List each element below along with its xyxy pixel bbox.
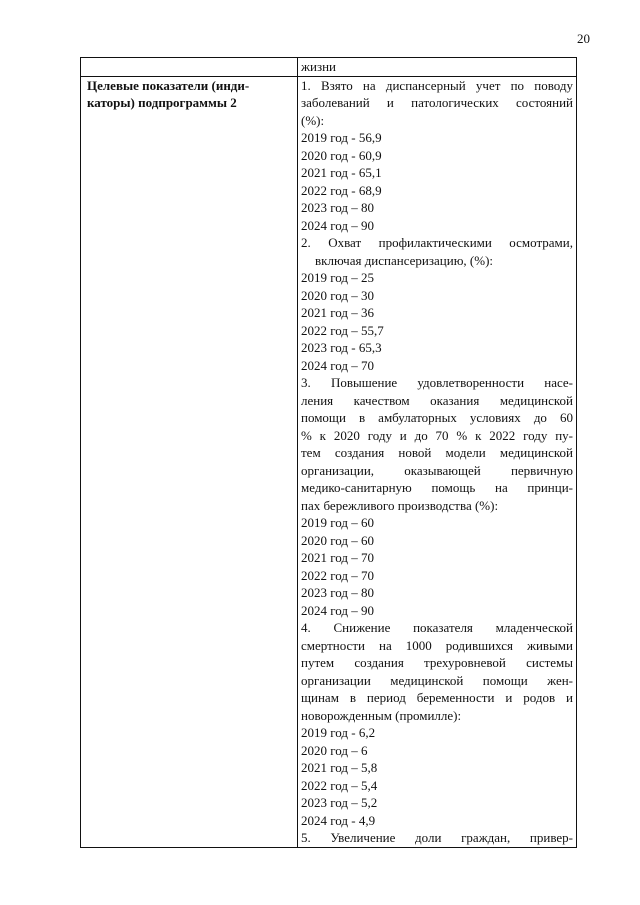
year-value: 2023 год – 80 [301, 585, 374, 600]
indicator-text-line: % к 2020 году и до 70 % к 2022 году пу- [301, 427, 573, 443]
year-value: 2022 год - 68,9 [301, 182, 382, 198]
label-line: каторы) подпрограммы 2 [87, 95, 237, 110]
indicator-text-line: 1. Взято на диспансерный учет по поводу [301, 77, 573, 93]
top-left-cell [81, 58, 298, 77]
year-value: 2021 год – 5,8 [301, 760, 378, 775]
year-value: 2023 год – 80 [301, 200, 374, 215]
year-value: 2023 год - 65,3 [301, 340, 382, 355]
indicator-text-line: медико-санитарную помощь на принци- [301, 480, 573, 495]
page-number: 20 [577, 31, 590, 46]
indicator-text-line: смертности на 1000 родившихся живыми [301, 637, 573, 653]
year-value: 2021 год - 65,1 [301, 165, 382, 180]
year-value: 2020 год – 30 [301, 287, 374, 303]
indicator-text-line: организации, оказывающей первичную [301, 462, 573, 478]
year-value: 2020 год – 6 [301, 742, 368, 758]
indicator-text-line: 4. Снижение показателя младенческой [301, 620, 573, 635]
indicator-4 [301, 619, 573, 829]
year-value: 2022 год – 70 [301, 567, 374, 583]
indicators-content-cell [298, 76, 577, 847]
indicator-text-line: 2. Охват профилактическими осмотрами, [301, 235, 573, 250]
year-value: 2022 год – 5,4 [301, 777, 378, 793]
indicator-text-line: щинам в период беременности и родов и [301, 690, 573, 705]
indicator-1 [301, 77, 573, 235]
year-value: 2022 год – 55,7 [301, 322, 384, 338]
indicator-text-line: (%): [301, 112, 325, 128]
year-value: 2023 год – 5,2 [301, 795, 378, 810]
indicators-label-cell [81, 76, 298, 847]
program-table [80, 57, 577, 848]
indicator-text-line: 3. Повышение удовлетворенности насе- [301, 375, 573, 390]
indicator-text-line: организации медицинской помощи жен- [301, 672, 573, 688]
year-value: 2024 год – 90 [301, 602, 374, 618]
year-value: 2020 год - 60,9 [301, 147, 382, 163]
top-right-cell: жизни [298, 58, 577, 77]
year-value: 2021 год – 70 [301, 550, 374, 565]
year-value: 2019 год – 25 [301, 270, 374, 285]
indicator-3 [301, 374, 573, 619]
year-value: 2024 год – 70 [301, 357, 374, 373]
indicator-text-line: помощи в амбулаторных условиях до 60 [301, 410, 573, 425]
label-line: Целевые показатели (инди- [87, 77, 250, 93]
year-value: 2019 год - 6,2 [301, 725, 376, 740]
table-row-indicators [81, 76, 577, 847]
table-row-continuation [81, 58, 577, 77]
indicator-text-line: тем создания новой модели медицинской [301, 445, 573, 460]
year-value: 2019 год - 56,9 [301, 130, 382, 145]
year-value: 2024 год – 90 [301, 217, 374, 233]
indicator-5 [301, 829, 573, 847]
year-value: 2021 год – 36 [301, 305, 374, 320]
indicator-text-line: путем создания трехуровневой системы [301, 655, 573, 670]
indicator-text-line: заболеваний и патологических состояний [301, 95, 573, 110]
year-value: 2020 год – 60 [301, 532, 374, 548]
year-value: 2024 год - 4,9 [301, 812, 376, 828]
indicator-text-line: пах бережливого производства (%): [301, 497, 499, 513]
year-value: 2019 год – 60 [301, 515, 374, 530]
indicator-text-line: ления качеством оказания медицинской [301, 392, 573, 408]
indicator-text-line: включая диспансеризацию, (%): [315, 252, 494, 268]
indicator-text-line: новорожденным (промилле): [301, 707, 462, 723]
indicator-2 [301, 234, 573, 374]
indicator-text-line: 5. Увеличение доли граждан, привер- [301, 830, 573, 845]
